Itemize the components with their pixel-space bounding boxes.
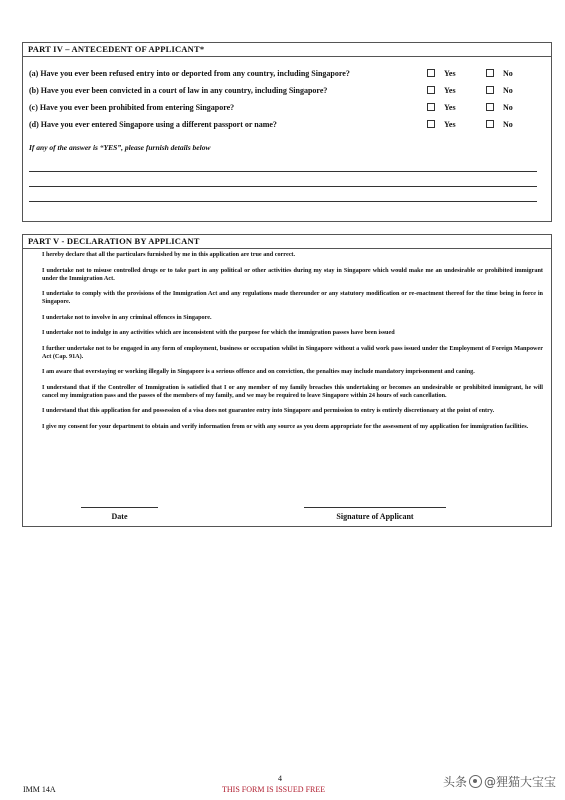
yes-label: Yes	[444, 86, 456, 95]
watermark-logo-icon	[469, 775, 482, 788]
yes-label: Yes	[444, 103, 456, 112]
declaration-text	[42, 251, 543, 438]
watermark	[443, 773, 556, 790]
details-line-1[interactable]	[29, 171, 537, 172]
watermark-prefix: 头条	[442, 775, 467, 789]
free-notice: THIS FORM IS ISSUED FREE	[222, 785, 326, 794]
declaration-paragraph: I am aware that overstaying or working illegally in Singapore is a serious offence and on conviction, the penalties may include mandatory imprisonment and caning.	[42, 368, 475, 375]
question-c-text: (c) Have you ever been prohibited from entering Singapore?	[29, 103, 235, 112]
part-v-title: PART V - DECLARATION BY APPLICANT	[23, 235, 551, 249]
question-b-no[interactable]	[486, 84, 513, 98]
declaration-paragraph: I undertake not to misuse controlled drugs or to take part in any political or other activities during my stay in Singapore which would make me an undesirable or prohibited immigrant under the Immigration Act.	[42, 266, 543, 282]
declaration-paragraph: I hereby declare that all the particulars furnished by me in this application are true and correct.	[42, 251, 296, 258]
no-label: No	[503, 69, 513, 78]
no-label: No	[503, 86, 513, 95]
page-number: 4	[278, 774, 282, 783]
declaration-paragraph: I understand that if the Controller of Immigration is satisfied that I or any member of my family breaches this undertaking or becomes an undesirable or prohibited immigrant, he will cancel my immigration pass and the passes of the members of my family, and we may be required to leave Singapore within 24 hours of such cancellation.	[42, 383, 543, 399]
yes-label: Yes	[444, 69, 456, 78]
question-c-row	[29, 101, 545, 115]
question-b-text: (b) Have you ever been convicted in a court of law in any country, including Singapore?	[29, 86, 328, 95]
question-d-text: (d) Have you ever entered Singapore using a different passport or name?	[29, 120, 277, 129]
question-d-no-checkbox[interactable]	[486, 120, 494, 128]
question-b-no-checkbox[interactable]	[486, 86, 494, 94]
declaration-paragraph: I undertake not to involve in any criminal offences in Singapore.	[42, 313, 212, 321]
question-c-yes-checkbox[interactable]	[427, 103, 435, 111]
declaration-paragraph: I understand that this application for and possession of a visa does not guarantee entry into Singapore and permission to entry is entirely discretionary at the point of entry.	[42, 407, 495, 414]
question-d-yes-checkbox[interactable]	[427, 120, 435, 128]
question-a-no[interactable]	[486, 67, 513, 81]
question-c-no[interactable]	[486, 101, 513, 115]
part-iv-title: PART IV – ANTECEDENT OF APPLICANT*	[23, 43, 551, 57]
question-b-yes-checkbox[interactable]	[427, 86, 435, 94]
question-d-row	[29, 118, 545, 132]
declaration-paragraph: I further undertake not to be engaged in any form of employment, business or occupation whilst in Singapore without a valid work pass issued under the Employment of Foreign Manpower Act (Cap. 91A).	[42, 344, 543, 360]
no-label: No	[503, 103, 513, 112]
question-c-yes[interactable]	[427, 101, 456, 115]
watermark-handle: @狸猫大宝宝	[483, 775, 556, 789]
question-a-yes-checkbox[interactable]	[427, 69, 435, 77]
part-iv-section	[22, 42, 552, 222]
question-b-yes[interactable]	[427, 84, 456, 98]
question-a-yes[interactable]	[427, 67, 456, 81]
question-a-text: (a) Have you ever been refused entry into or deported from any country, including Singapore?	[29, 69, 350, 78]
date-line[interactable]	[81, 507, 158, 508]
declaration-paragraph: I undertake not to indulge in any activities which are inconsistent with the purpose for which the immigration passes have been issued	[42, 329, 395, 336]
declaration-paragraph: I give my consent for your department to obtain and verify information from or with any source as you deem appropriate for the assessment of my application for immigration facilities.	[42, 422, 529, 430]
date-label: Date	[111, 512, 128, 521]
details-line-2[interactable]	[29, 186, 537, 187]
question-a-row	[29, 67, 545, 81]
details-note: If any of the answer is “YES”, please furnish details below	[29, 143, 211, 152]
yes-label: Yes	[444, 120, 456, 129]
signature-label: Signature of Applicant	[336, 512, 414, 521]
form-code: IMM 14A	[23, 785, 56, 794]
signature-line[interactable]	[304, 507, 446, 508]
question-c-no-checkbox[interactable]	[486, 103, 494, 111]
part-v-section	[22, 234, 552, 527]
declaration-paragraph: I undertake to comply with the provisions of the Immigration Act and any regulations made thereunder or any statutory modification or re-enactment thereof for the time being in force in Singapore.	[42, 290, 543, 305]
question-d-no[interactable]	[486, 118, 513, 132]
details-line-3[interactable]	[29, 201, 537, 202]
question-b-row	[29, 84, 545, 98]
no-label: No	[503, 120, 513, 129]
question-d-yes[interactable]	[427, 118, 456, 132]
question-a-no-checkbox[interactable]	[486, 69, 494, 77]
